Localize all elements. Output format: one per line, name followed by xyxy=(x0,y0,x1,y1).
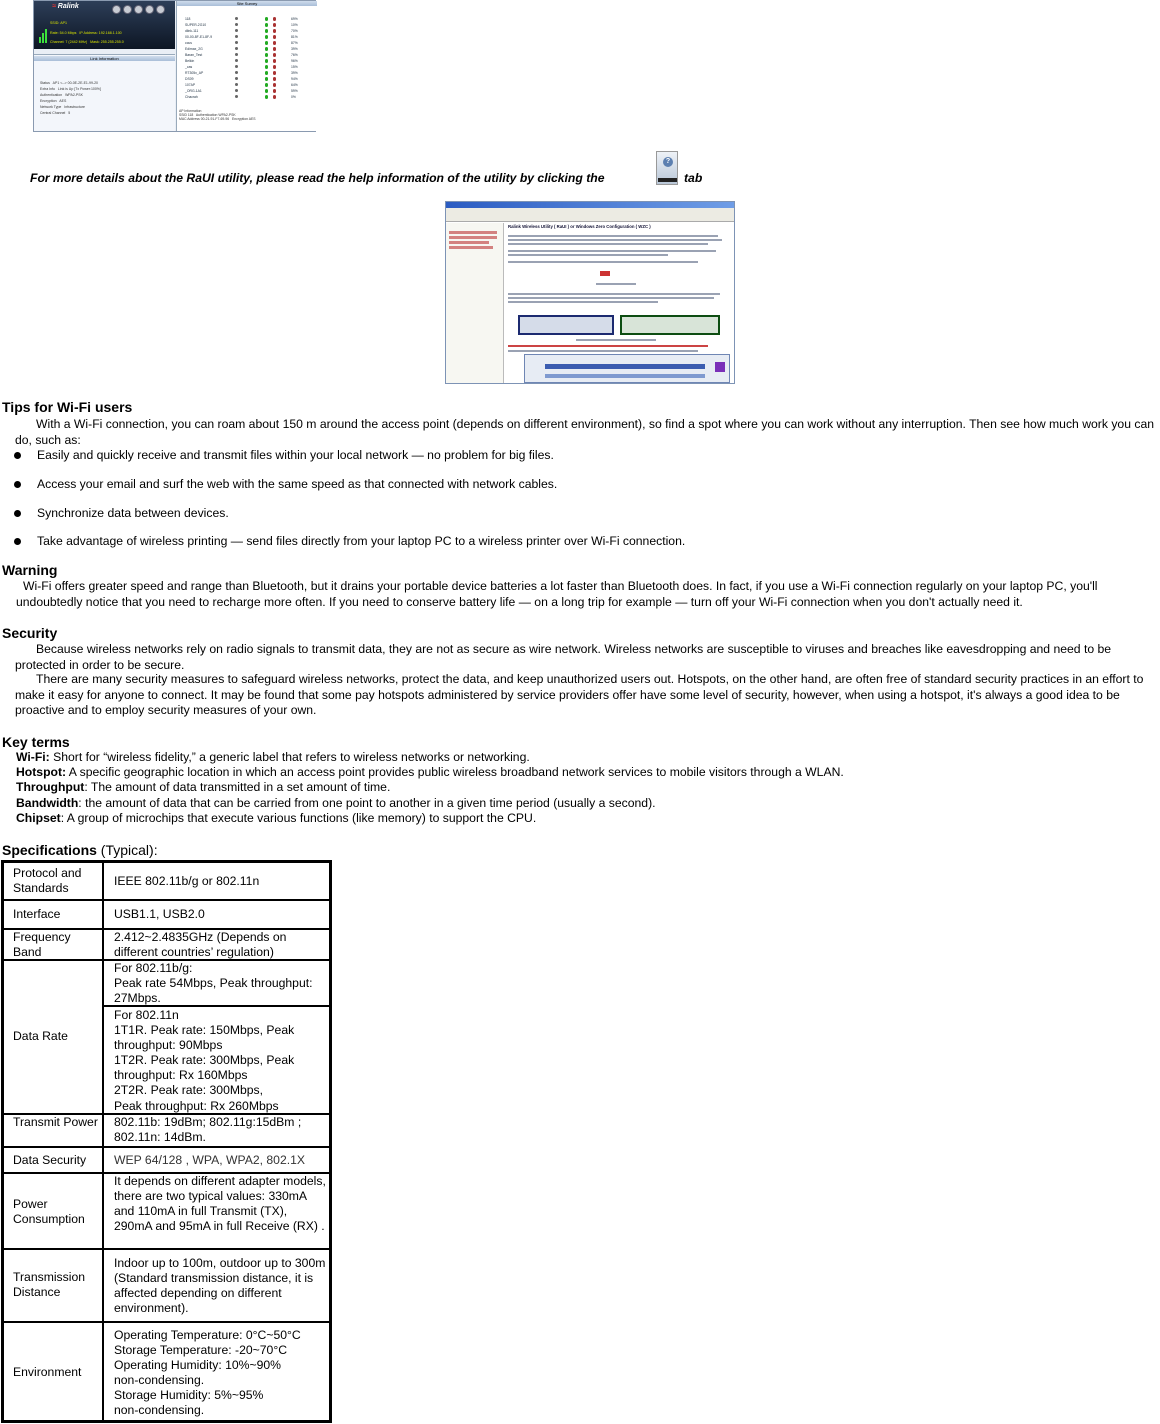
help-caption-tail: tab xyxy=(684,171,703,185)
tips-heading: Tips for Wi-Fi users xyxy=(2,399,133,415)
spec-label: Transmission Distance xyxy=(13,1270,86,1300)
toolbar-button xyxy=(134,5,143,14)
toolbar-button xyxy=(156,5,165,14)
specifications-heading: Specifications (Typical): xyxy=(2,842,158,858)
bullet-icon xyxy=(14,481,21,488)
site-survey-panel xyxy=(176,1,316,131)
toolbar-button xyxy=(112,5,121,14)
link-row: Status AP1 <--> 00-0E-2E-E1-99-20 xyxy=(40,81,99,85)
spec-label: Transmit Power xyxy=(13,1115,98,1129)
survey-row: 107AP 64% xyxy=(185,83,298,87)
key-terms-heading: Key terms xyxy=(2,734,70,750)
key-term: Hotspot: A specific geographic location in which an access point provides public wireless broadband network services to mobile visitors through a WLAN. xyxy=(16,765,844,779)
spec-value: USB1.1, USB2.0 xyxy=(114,907,205,921)
survey-row: Baran_Test 76% xyxy=(185,53,298,57)
survey-row: DS09 94% xyxy=(185,77,298,81)
warning-heading: Warning xyxy=(2,562,58,578)
help-window-screenshot xyxy=(445,201,735,384)
spec-label: Frequency Band xyxy=(13,930,71,960)
survey-row: _ORG-1A1 59% xyxy=(185,89,298,93)
warning-text: Wi-Fi offers greater speed and range than Bluetooth, but it drains your portable device batteries a lot faster than Bluetooth does. In fact, if you use a Wi-Fi connection regularly on your laptop PC, you'll undoubtedly notice that you need to recharge more often. If you need to conserve battery life — on a long trip for example — turn off your Wi-Fi connection when you don't actually need it. xyxy=(16,579,1098,609)
survey-row: Belkin 96% xyxy=(185,59,298,63)
bullet-icon xyxy=(14,538,21,545)
link-row: Extra Info Link is Up [Tx Power:100%] xyxy=(40,87,101,91)
spec-label: Protocol and Standards xyxy=(13,866,82,896)
key-term: Chipset: A group of microchips that execute various functions (like memory) to support the CPU. xyxy=(16,811,537,825)
status-header xyxy=(34,1,175,49)
ralink-logo: ≈ Ralink xyxy=(52,3,79,10)
spec-value: It depends on different adapter models, there are two typical values: 330mA and 110mA in full Transmit (TX), 290mA and 95mA in full Receive (RX) . xyxy=(114,1174,326,1234)
security-heading: Security xyxy=(2,625,58,641)
security-paragraph-1: Because wireless networks rely on radio signals to transmit data, they are not as secure as wire network. Wireless networks are susceptible to viruses and breaches like eavesdropping and need to be protected in order to be secure. xyxy=(15,642,1112,672)
help-topic-heading: Ralink Wireless Utility ( RaUI ) or Windows Zero Configuration ( WZC ) xyxy=(508,224,651,229)
survey-row: _cas 15% xyxy=(185,65,298,69)
bullet-icon xyxy=(14,510,21,517)
question-icon: ? xyxy=(663,157,673,167)
raui-utility-screenshot xyxy=(33,0,316,132)
survey-row: 118 69% xyxy=(185,17,298,21)
help-window-toolbar xyxy=(446,208,734,222)
spec-label: Power Consumption xyxy=(13,1197,85,1227)
survey-row: dlink-111 70% xyxy=(185,29,298,33)
link-row: Encryption AES xyxy=(40,99,67,103)
link-information-title: Link Information xyxy=(34,56,175,61)
toolbar-button xyxy=(145,5,154,14)
specifications-table xyxy=(1,860,332,1423)
survey-row: RT305x_AP 39% xyxy=(185,71,298,75)
spec-value: For 802.11n 1T1R. Peak rate: 150Mbps, Peak throughput: 90Mbps 1T2R. Peak rate: 300Mbps, Peak throughput: Rx 160Mbps 2T2R. Peak rate: 300Mbps, Peak throughput: Rx 260Mbps xyxy=(114,1008,295,1113)
key-term: Throughput: The amount of data transmitted in a set amount of time. xyxy=(16,780,391,794)
spec-value: Operating Temperature: 0°C~50°C Storage Temperature: -20~70°C Operating Humidity: 10%~90% non-condensing. Storage Humidity: 5%~95% non-condensing. xyxy=(114,1328,301,1418)
link-row: Authentication WPA2-PSK xyxy=(40,93,83,97)
status-channel: Channel: 7 (2442 MHz) Mask: 255.255.255.0 xyxy=(50,40,124,44)
survey-row: SUPER-2G10 10% xyxy=(185,23,298,27)
spec-label: Data Rate xyxy=(13,1029,68,1043)
link-row: Central Channel 5 xyxy=(40,111,71,115)
survey-row: 00-00-8F-E1-8F-9 81% xyxy=(185,35,298,39)
survey-row: Edimax_2G 39% xyxy=(185,47,298,51)
signal-bar xyxy=(45,29,47,43)
raui-toolbar-preview xyxy=(524,354,730,383)
spec-value: WEP 64/128 , WPA, WPA2, 802.1X xyxy=(114,1153,306,1167)
spec-value: For 802.11b/g: Peak rate 54Mbps, Peak throughput: 27Mbps. xyxy=(114,961,313,1006)
help-tab-icon xyxy=(656,151,678,185)
spec-label: Data Security xyxy=(13,1153,87,1167)
spec-label: Environment xyxy=(13,1365,82,1379)
key-term: Wi-Fi: Short for “wireless fidelity,” a generic label that refers to wireless networks or networking. xyxy=(16,750,530,764)
spec-label: Interface xyxy=(13,907,61,921)
status-rate: Rate: 54.0 Mbps IP Address: 192.168.1.100 xyxy=(50,31,122,35)
spec-value: 802.11b: 19dBm; 802.11g:15dBm ; 802.11n: 14dBm. xyxy=(114,1115,302,1145)
spec-value: Indoor up to 100m, outdoor up to 300m (Standard transmission distance, it is affected depending on different environment). xyxy=(114,1256,326,1316)
ap-information: AP Information SSID 118 Authentication WPA2-PSK MAC Address 00-21-91-F7-69-96 Encryption AES xyxy=(179,109,256,121)
spec-value: IEEE 802.11b/g or 802.11n xyxy=(114,874,260,888)
key-term: Bandwidth: the amount of data that can be carried from one point to another in a given time period (usually a second). xyxy=(16,796,656,810)
link-row: Network Type Infrastructure xyxy=(40,105,85,109)
spec-value: 2.412~2.4835GHz (Depends on different countries’ regulation) xyxy=(114,930,287,960)
link-information-panel xyxy=(34,54,175,131)
tips-intro: With a Wi-Fi connection, you can roam about 150 m around the access point (depends on different environment), so find a spot where you can work without any interruption. Then see how much work you can do, such as: xyxy=(15,417,1155,447)
status-panel xyxy=(34,1,175,131)
site-survey-title: Site Survey xyxy=(177,1,317,6)
bullet-icon xyxy=(14,452,21,459)
survey-row: ccus 87% xyxy=(185,41,298,45)
help-caption: For more details about the RaUI utility, please read the help information of the utility by clicking the xyxy=(30,171,605,185)
security-paragraph-2: There are many security measures to safeguard wireless networks, protect the data, and keep unauthorized users out. Hotspots, on the other hand, are often free of standard security practices in an effort to make it easy for anyone to connect. It may be found that some pay hotspots administered by service providers offer have some level of security, however, when using a hotspot, it's always a good idea to be proactive and to employ security measures of your own. xyxy=(15,672,1144,717)
status-ssid: SSID: AP1 xyxy=(50,21,67,25)
signal-bar xyxy=(39,37,41,43)
help-contents-pane xyxy=(446,223,504,383)
help-topic-pane xyxy=(506,223,732,383)
toolbar-button xyxy=(123,5,132,14)
signal-bar xyxy=(42,33,44,43)
survey-row: Chacrah 0% xyxy=(185,95,296,99)
